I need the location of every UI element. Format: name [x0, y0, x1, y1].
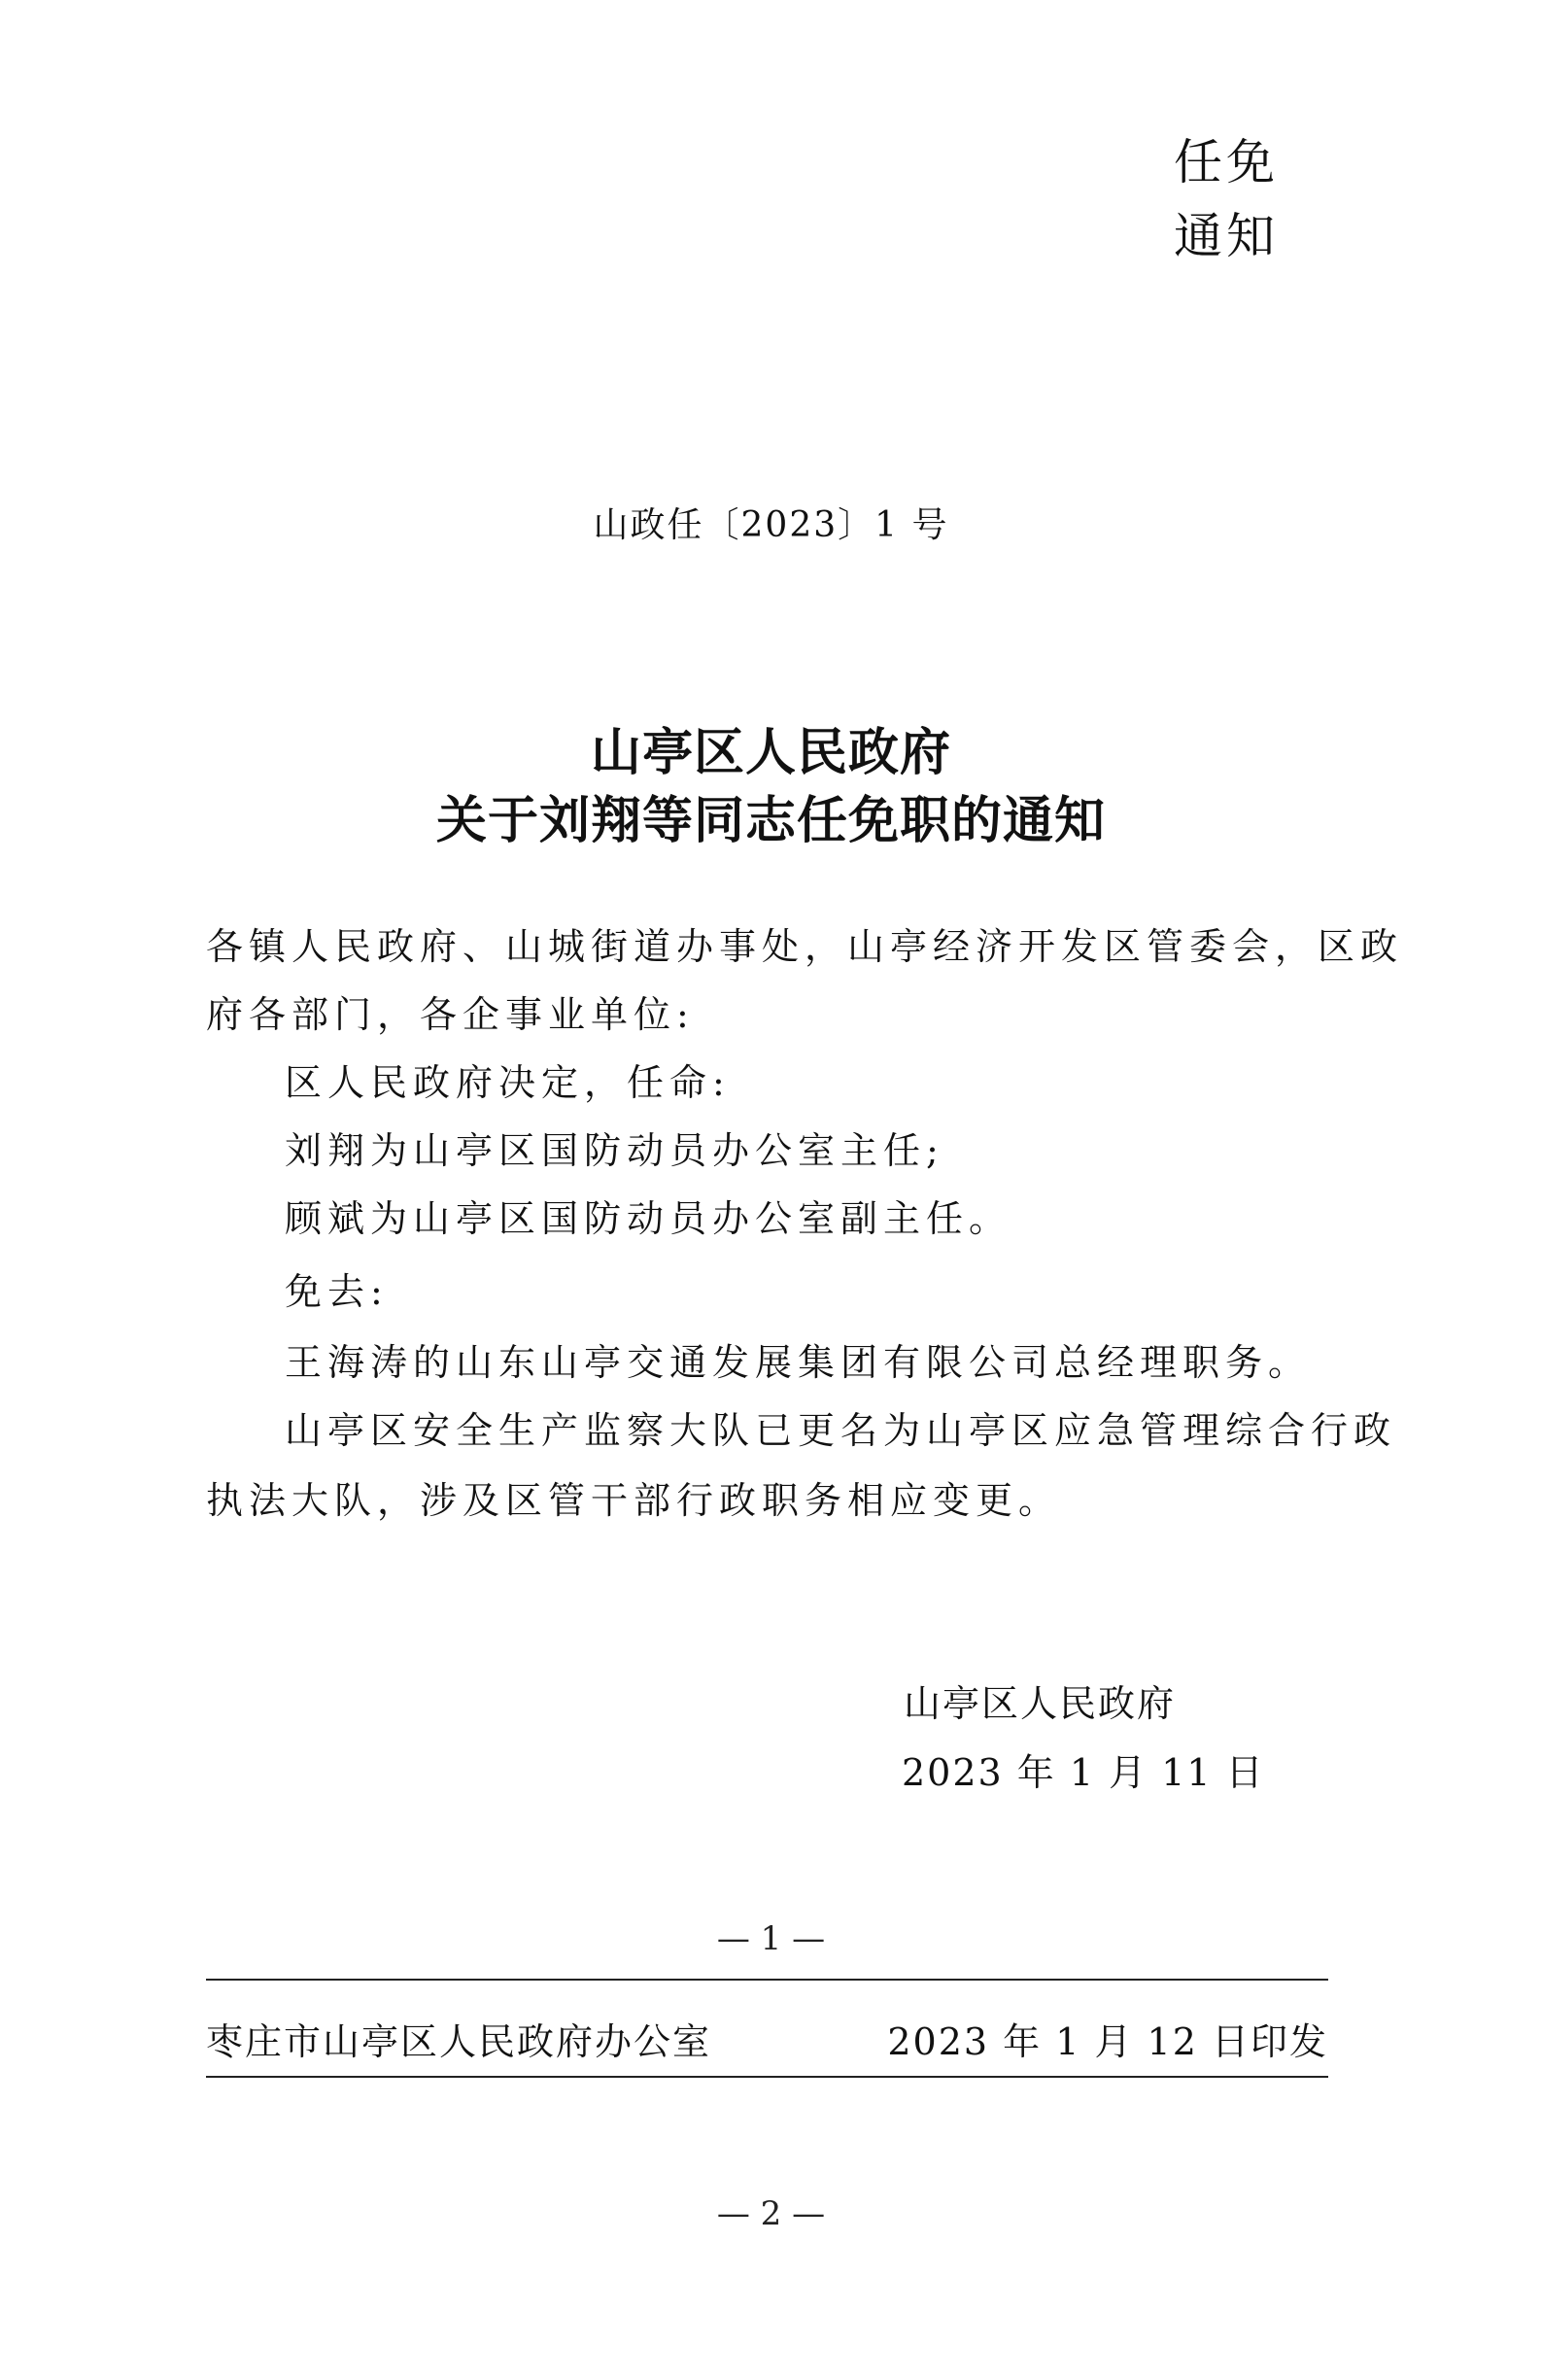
footer-issue-date: 2023 年 1 月 12 日印发 [887, 2020, 1328, 2063]
document-type-tag-line2: 通知 [1174, 208, 1279, 264]
footer-bottom-rule [206, 2076, 1328, 2078]
document-type-tag-line1: 任免 [1174, 134, 1279, 190]
signature-organization: 山亭区人民政府 [904, 1682, 1177, 1725]
body-paragraph-line: 免去: [285, 1270, 389, 1313]
body-paragraph-line: 刘翔为山亭区国防动员办公室主任; [285, 1129, 944, 1172]
footer-issuer: 枣庄市山亭区人民政府办公室 [206, 2020, 712, 2063]
page-number: — 2 — [716, 2194, 826, 2233]
document-title-line1: 山亭区人民政府 [590, 724, 951, 782]
footer-top-rule [206, 1979, 1328, 1981]
document-title-line2: 关于刘翔等同志任免职的通知 [435, 792, 1106, 850]
body-paragraph-line: 各镇人民政府、山城街道办事处，山亭经济开发区管委会，区政 [206, 925, 1404, 968]
signature-date: 2023 年 1 月 11 日 [902, 1751, 1265, 1794]
body-paragraph-line: 府各部门，各企事业单位: [206, 993, 695, 1036]
body-paragraph-line: 王海涛的山东山亭交通发展集团有限公司总经理职务。 [285, 1341, 1312, 1384]
body-paragraph-line: 区人民政府决定，任命: [285, 1061, 731, 1104]
document-number: 山政任〔2023〕1 号 [593, 505, 949, 545]
body-paragraph-line: 执法大队，涉及区管干部行政职务相应变更。 [206, 1479, 1062, 1522]
body-paragraph-line: 顾斌为山亭区国防动员办公室副主任。 [285, 1197, 1012, 1240]
body-paragraph-line: 山亭区安全生产监察大队已更名为山亭区应急管理综合行政 [285, 1409, 1397, 1452]
page-number: — 1 — [716, 1919, 826, 1958]
